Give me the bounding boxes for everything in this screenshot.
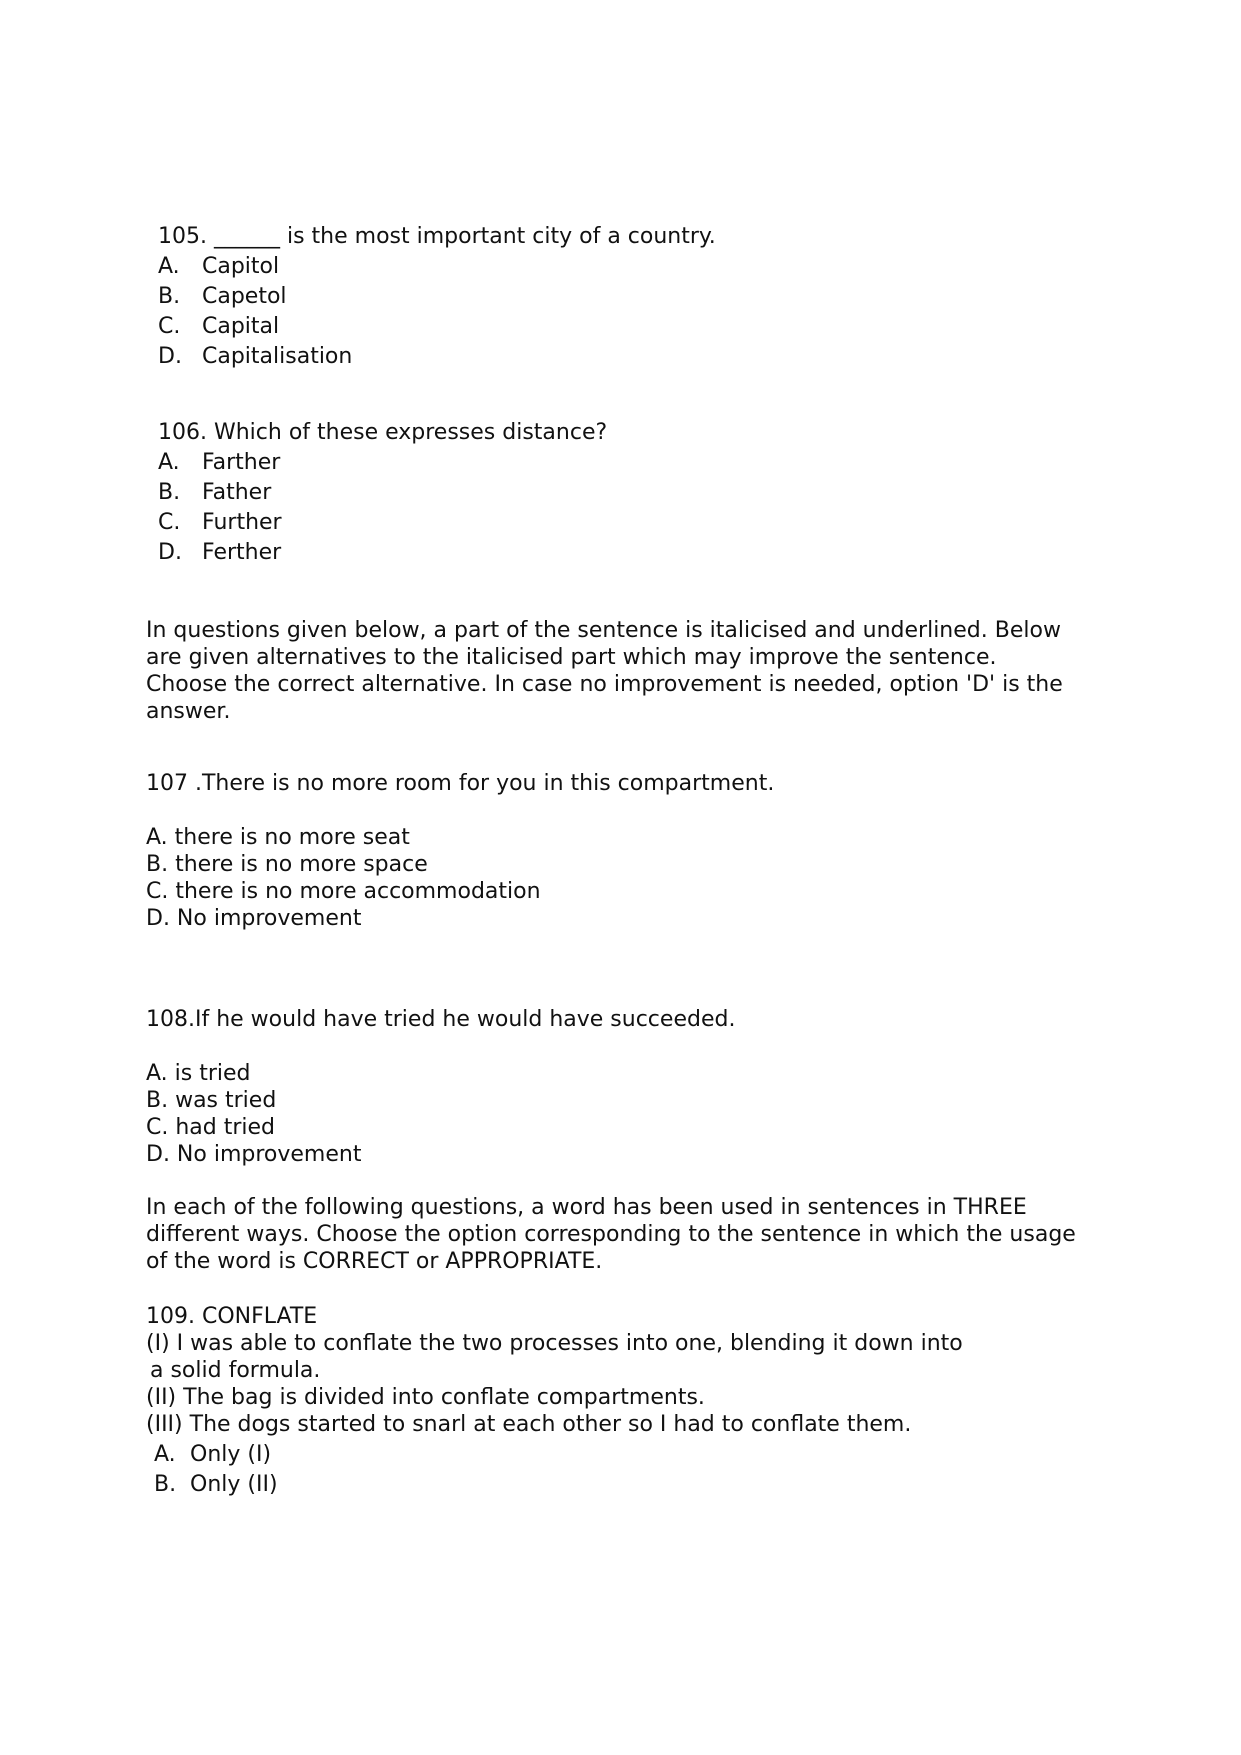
option-d: D. No improvement	[146, 1142, 362, 1167]
option-b: B. was tried	[146, 1088, 277, 1113]
instruction-line: answer.	[146, 699, 231, 724]
option-text: Father	[202, 480, 272, 505]
option-a	[158, 449, 1118, 476]
instruction-line: are given alternatives to the italicised part which may improve the sentence.	[146, 645, 997, 670]
sentence-i-continued: a solid formula.	[150, 1358, 321, 1383]
option-a	[158, 253, 1118, 280]
instruction-line: In questions given below, a part of the sentence is italicised and underlined. Below	[146, 618, 1061, 643]
option-text: Only (II)	[190, 1472, 278, 1497]
question-107	[146, 770, 1106, 797]
option-text: Capitol	[202, 254, 280, 279]
option-b	[158, 479, 1118, 506]
question-106	[158, 419, 1118, 566]
option-a	[146, 1441, 1106, 1468]
instructions-word-usage	[146, 1194, 1106, 1275]
option-letter: D.	[158, 540, 182, 565]
option-d: D. No improvement	[146, 906, 362, 931]
sentence-i: (I) I was able to conflate the two processes into one, blending it down into	[146, 1331, 963, 1356]
question-108	[146, 1006, 1106, 1033]
option-a: A. is tried	[146, 1061, 251, 1086]
sentence-iii: (III) The dogs started to snarl at each other so I had to conflate them.	[146, 1412, 912, 1437]
option-letter: B.	[158, 284, 181, 309]
option-text: Capital	[202, 314, 280, 339]
question-109	[146, 1303, 1106, 1498]
option-letter: C.	[158, 314, 181, 339]
instructions-sentence-improvement	[146, 617, 1106, 725]
option-text: Capetol	[202, 284, 287, 309]
option-b: B. there is no more space	[146, 852, 428, 877]
option-letter: A.	[158, 450, 180, 475]
option-c: C. had tried	[146, 1115, 276, 1140]
instruction-line: Choose the correct alternative. In case no improvement is needed, option 'D' is the	[146, 672, 1063, 697]
question-stem: 105. ______ is the most important city of a country.	[158, 224, 716, 249]
question-105	[158, 223, 1118, 370]
question-107-options	[146, 824, 1106, 932]
instruction-line: of the word is CORRECT or APPROPRIATE.	[146, 1249, 603, 1274]
question-stem: 108.If he would have tried he would have succeeded.	[146, 1007, 736, 1032]
option-c	[158, 509, 1118, 536]
option-letter: A.	[154, 1442, 176, 1467]
option-letter: B.	[158, 480, 181, 505]
option-text: Further	[202, 510, 282, 535]
sentence-ii: (II) The bag is divided into conflate compartments.	[146, 1385, 705, 1410]
option-a: A. there is no more seat	[146, 825, 410, 850]
option-text: Only (I)	[190, 1442, 272, 1467]
option-d	[158, 343, 1118, 370]
option-text: Farther	[202, 450, 281, 475]
instruction-line: In each of the following questions, a word has been used in sentences in THREE	[146, 1195, 1027, 1220]
option-letter: C.	[158, 510, 181, 535]
option-c	[158, 313, 1118, 340]
option-letter: B.	[154, 1472, 177, 1497]
option-b	[146, 1471, 1106, 1498]
question-stem: 106. Which of these expresses distance?	[158, 420, 608, 445]
option-text: Capitalisation	[202, 344, 353, 369]
question-108-options	[146, 1060, 1106, 1168]
option-letter: D.	[158, 344, 182, 369]
option-b	[158, 283, 1118, 310]
option-text: Ferther	[202, 540, 282, 565]
option-letter: A.	[158, 254, 180, 279]
question-stem: 107 .There is no more room for you in this compartment.	[146, 771, 775, 796]
option-d	[158, 539, 1118, 566]
instruction-line: different ways. Choose the option corresponding to the sentence in which the usage	[146, 1222, 1076, 1247]
option-c: C. there is no more accommodation	[146, 879, 541, 904]
question-stem: 109. CONFLATE	[146, 1304, 318, 1329]
